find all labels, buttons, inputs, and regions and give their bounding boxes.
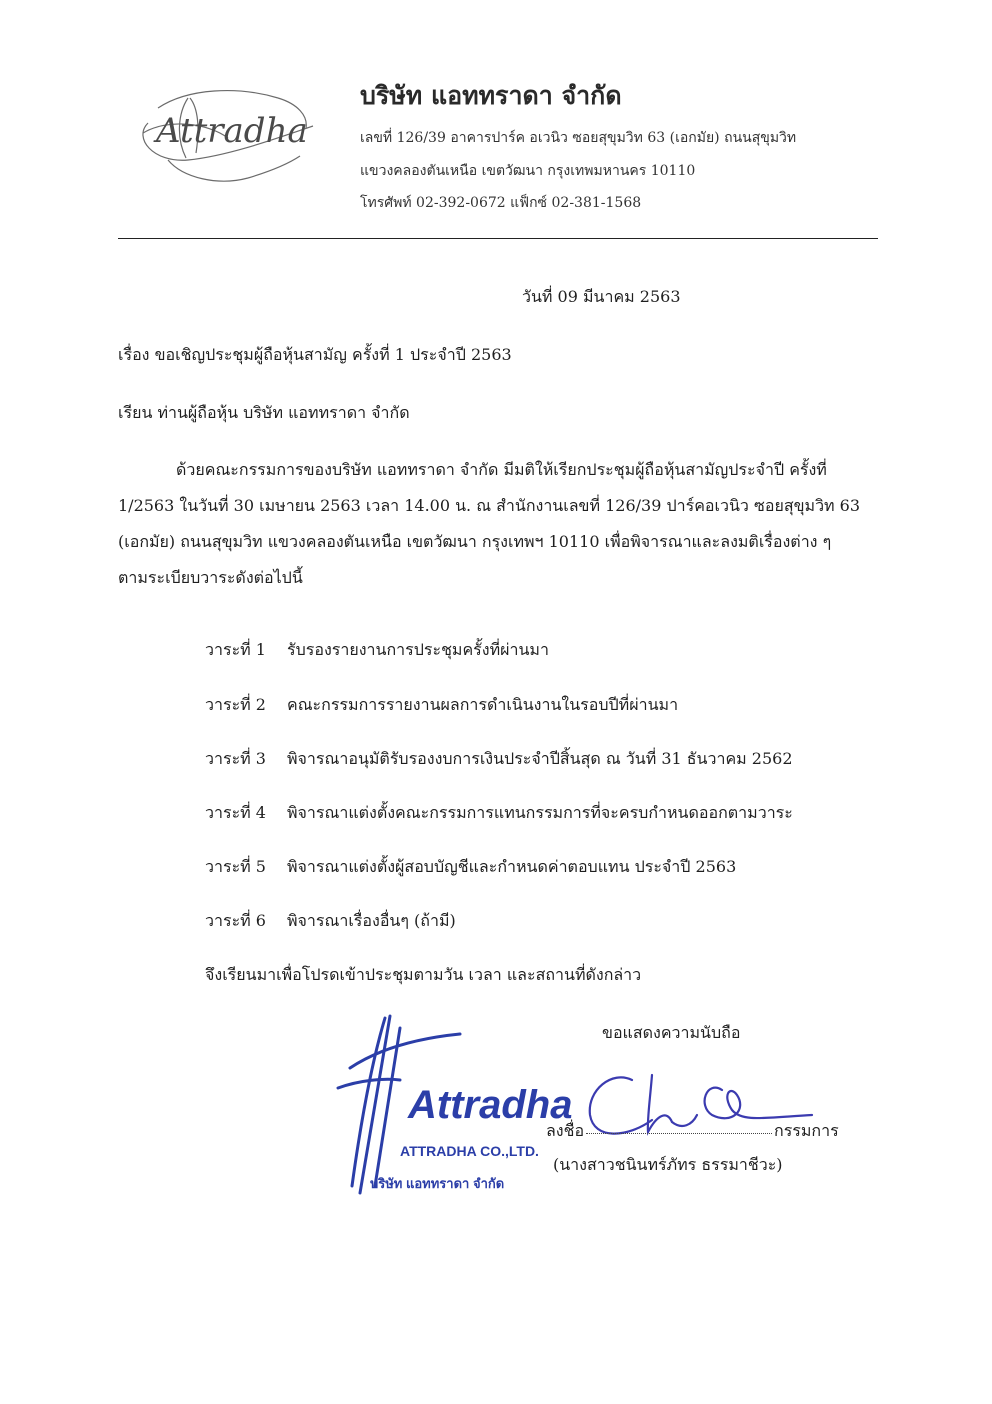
body-paragraph-line: (เอกมัย) ถนนสุขุมวิท แขวงคลองตันเหนือ เขตวัฒนา กรุงเทพฯ 10110 เพื่อพิจารณาและลงมติเรื่องต่าง ๆ xyxy=(118,532,832,551)
company-name: บริษัท แอททราดา จำกัด xyxy=(360,81,622,110)
agenda-item xyxy=(205,909,456,934)
agenda-item xyxy=(205,855,736,880)
company-logo xyxy=(128,68,323,193)
regards-line: ขอแสดงความนับถือ xyxy=(602,1023,741,1042)
agenda-text: พิจารณาแต่งตั้งผู้สอบบัญชีและกำหนดค่าตอบแทน ประจำปี 2563 xyxy=(287,857,737,876)
agenda-number: วาระที่ 1 xyxy=(205,640,266,659)
signer-role: กรรมการ xyxy=(774,1121,839,1140)
stamp-script-text: Attradha xyxy=(408,1083,573,1127)
agenda-number: วาระที่ 5 xyxy=(205,857,266,876)
company-address-line1: เลขที่ 126/39 อาคารปาร์ค อเวนิว ซอยสุขุมวิท 63 (เอกมัย) ถนนสุขุมวิท xyxy=(360,130,797,146)
body-paragraph-line: 1/2563 ในวันที่ 30 เมษายน 2563 เวลา 14.00 น. ณ สำนักงานเลขที่ 126/39 ปาร์คอเวนิว ซอยสุขุมวิท 63 xyxy=(118,496,861,515)
logo-wordmark: Attradha xyxy=(156,111,308,151)
agenda-text: พิจารณาอนุมัติรับรองงบการเงินประจำปีสิ้นสุด ณ วันที่ 31 ธันวาคม 2562 xyxy=(287,749,793,768)
company-contact-line: โทรศัพท์ 02-392-0672 แฟ็กซ์ 02-381-1568 xyxy=(360,195,642,211)
body-paragraph-line: ด้วยคณะกรรมการของบริษัท แอททราดา จำกัด มีมติให้เรียกประชุมผู้ถือหุ้นสามัญประจำปี ครั้งที่ xyxy=(176,460,827,479)
signature-line xyxy=(586,1133,772,1134)
agenda-item xyxy=(205,638,549,663)
company-address-line2: แขวงคลองตันเหนือ เขตวัฒนา กรุงเทพมหานคร 10110 xyxy=(360,163,696,179)
agenda-item xyxy=(205,693,678,718)
agenda-number: วาระที่ 2 xyxy=(205,695,266,714)
closing-sentence: จึงเรียนมาเพื่อโปรดเข้าประชุมตามวัน เวลา และสถานที่ดังกล่าว xyxy=(205,965,642,984)
signer-name: (นางสาวชนินทร์ภัทร ธรรมาชีวะ) xyxy=(553,1155,783,1174)
agenda-item xyxy=(205,747,793,772)
agenda-text: พิจารณาเรื่องอื่นๆ (ถ้ามี) xyxy=(287,911,456,930)
agenda-number: วาระที่ 6 xyxy=(205,911,266,930)
stamp-company-en: ATTRADHA CO.,LTD. xyxy=(400,1143,539,1159)
signature-label: ลงชื่อ xyxy=(546,1121,585,1140)
agenda-text: พิจารณาแต่งตั้งคณะกรรมการแทนกรรมการที่จะครบกำหนดออกตามวาระ xyxy=(287,803,793,822)
agenda-number: วาระที่ 3 xyxy=(205,749,266,768)
body-paragraph-line: ตามระเบียบวาระดังต่อไปนี้ xyxy=(118,568,303,587)
agenda-number: วาระที่ 4 xyxy=(205,803,266,822)
letter-subject: เรื่อง ขอเชิญประชุมผู้ถือหุ้นสามัญ ครั้งที่ 1 ประจำปี 2563 xyxy=(118,345,512,364)
stamp-company-th: บริษัท แอททราดา จำกัด xyxy=(370,1176,505,1191)
letter-salutation: เรียน ท่านผู้ถือหุ้น บริษัท แอททราดา จำกัด xyxy=(118,403,410,422)
agenda-item xyxy=(205,801,793,826)
header-divider xyxy=(118,238,878,239)
agenda-text: คณะกรรมการรายงานผลการดำเนินงานในรอบปีที่ผ่านมา xyxy=(287,695,679,714)
agenda-text: รับรองรายงานการประชุมครั้งที่ผ่านมา xyxy=(287,640,549,659)
letter-date: วันที่ 09 มีนาคม 2563 xyxy=(522,287,681,306)
